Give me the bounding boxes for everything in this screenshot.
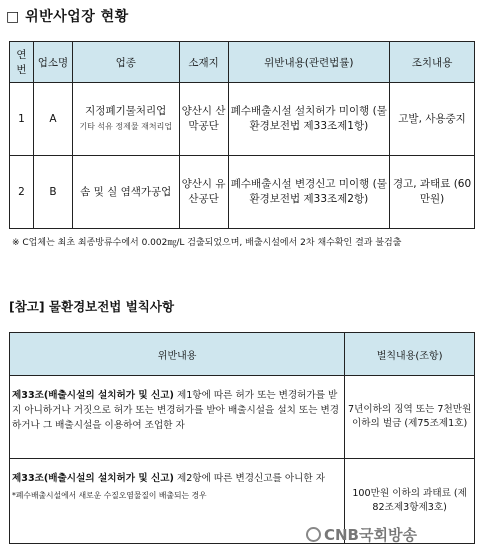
clause-text: 제2항에 따른 변경신고를 아니한 자 (173, 473, 325, 484)
location: 양산시 유산공단 (179, 156, 228, 229)
clause-title: 제33조(배출시설의 설치허가 및 신고) (12, 473, 174, 484)
business-name: B (33, 156, 72, 229)
business-name: A (33, 83, 72, 156)
watermark-logo (306, 524, 417, 545)
section1-title: □ 위반사업장 현황 (6, 9, 129, 25)
row-number: 2 (10, 156, 34, 229)
violation: 폐수배출시설 설치허가 미이행 (물환경보전법 제33조제1항) (228, 83, 390, 156)
header-cell: 조치내용 (390, 42, 475, 83)
table-header-row (10, 42, 475, 83)
location: 양산시 산막공단 (179, 83, 228, 156)
penalty-table (9, 332, 475, 544)
violation: 폐수배출시설 변경신고 미이행 (물환경보전법 제33조제2항) (228, 156, 390, 229)
violation-table (9, 41, 475, 229)
penalty: 100만원 이하의 과태료 (제82조제3항제3호) (345, 459, 475, 544)
section2-title: [참고] 물환경보전법 벌칙사항 (9, 299, 175, 314)
clause-text: 제1항에 따른 허가 또는 변경허가를 받지 아니하거나 거짓으로 허가 또는 변경허가를 받아 배출시설을 설치 또는 변경하거나 그 배출시설을 이용하여 조업한 자 (12, 390, 340, 431)
table-row (10, 156, 475, 229)
table-row (10, 83, 475, 156)
row-number: 1 (10, 83, 34, 156)
violation-cell (10, 376, 345, 459)
business-type: 솜 및 실 염색가공업 (72, 156, 179, 229)
table-header-row (10, 333, 475, 376)
action: 경고, 과태료 (60만원) (390, 156, 475, 229)
watermark-text: CNB국회방송 (324, 526, 417, 544)
business-type-cell (72, 83, 179, 156)
broadcast-logo-icon (306, 527, 321, 542)
header-cell: 위반내용(관련법률) (228, 42, 390, 83)
header-cell: 소재지 (179, 42, 228, 83)
clause-title: 제33조(배출시설의 설치허가 및 신고) (12, 390, 174, 401)
violation-cell (10, 459, 345, 544)
penalty: 7년이하의 징역 또는 7천만원 이하의 벌금 (제75조제1호) (345, 376, 475, 459)
header-cell: 벌칙내용(조항) (345, 333, 475, 376)
header-cell: 업종 (72, 42, 179, 83)
table-row (10, 376, 475, 459)
footnote: ※ C업체는 최초 최종방류수에서 0.002㎎/L 검출되었으며, 배출시설에서 2차 채수확인 결과 불검출 (12, 238, 402, 248)
header-cell: 위반내용 (10, 333, 345, 376)
header-cell: 연번 (10, 42, 34, 83)
business-type: 지정폐기물처리업 (85, 105, 167, 117)
action: 고발, 사용중지 (390, 83, 475, 156)
business-type-sub: 기타 석유 정제물 재처리업 (79, 122, 173, 131)
header-cell: 업소명 (33, 42, 72, 83)
clause-note: *폐수배출시설에서 새로운 수질오염물질이 배출되는 경우 (12, 491, 207, 500)
